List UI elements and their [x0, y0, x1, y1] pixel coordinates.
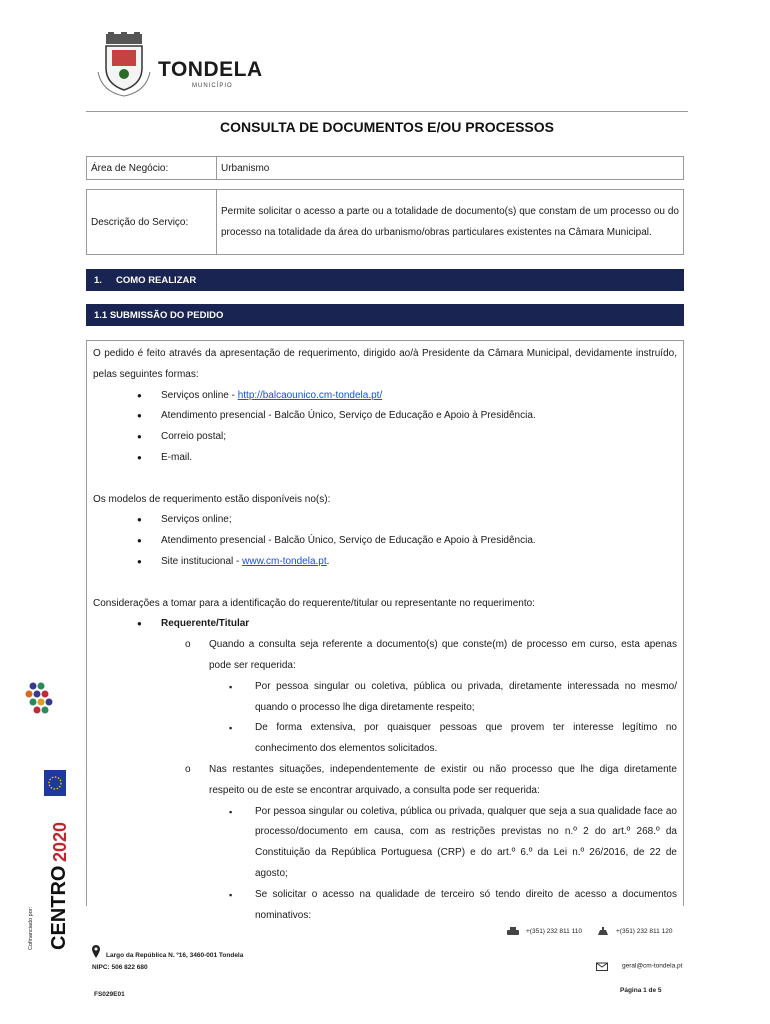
list-item: ● Atendimento presencial - Balcão Único, Serviço de Educação e Apoio à Presidência. [93, 406, 677, 427]
list-item: ● E-mail. [93, 448, 677, 469]
fax-icon [596, 927, 610, 936]
list-item: ● Atendimento presencial - Balcão Único, Serviço de Educação e Apoio à Presidência. [93, 531, 677, 552]
centro-year: 2020 [50, 821, 70, 862]
considerations-paragraph: Considerações a tomar para a identificação do requerente/titular ou representante no requerimento: [93, 597, 535, 609]
list-item: ● Serviços online; [93, 510, 677, 531]
phone-primary-text: +(351) 232 811 110 [526, 928, 582, 936]
centro-label: CENTRO [48, 865, 70, 950]
business-area-row [86, 156, 684, 180]
business-area-value: Urbanismo [221, 162, 270, 174]
eu-flag-icon [44, 770, 66, 796]
nested-list-item: ▪ Por pessoa singular ou coletiva, pública ou privada, qualquer que seja a sua qualidade face ao processo/documento em causa, com as restrições previstas no n.º 2 do art.º 268.º da Constituição da República Portuguesa (CRP) e do art.º 6.º da Lei n.º 26/2016, de 22 de agosto; [93, 802, 677, 885]
business-area-label: Área de Negócio: [87, 157, 217, 179]
form-code: FS029E01 [94, 991, 125, 998]
site-link[interactable]: www.cm-tondela.pt [242, 555, 327, 567]
email-text: geral@cm-tondela.pt [622, 962, 683, 970]
service-description-label: Descrição do Serviço: [87, 190, 217, 254]
balcao-unico-link[interactable]: http://balcaounico.cm-tondela.pt/ [237, 389, 383, 401]
phone-primary [506, 927, 582, 936]
municipality-logo [92, 32, 272, 102]
email-icon [596, 961, 608, 971]
address [92, 952, 243, 959]
logo-title: TONDELA [158, 58, 263, 81]
subsection-title: 1.1 SUBMISSÃO DO PEDIDO [94, 309, 224, 321]
cofinancing-logos [22, 660, 74, 960]
logo-subtitle: MUNICÍPIO [192, 83, 233, 89]
phone-fax-text: +(351) 232 811 120 [616, 928, 673, 936]
list-item-text: . [326, 555, 330, 567]
list-item: ● Correio postal; [93, 427, 677, 448]
list-item [93, 552, 677, 573]
models-paragraph: Os modelos de requerimento estão disponíveis no(s): [93, 493, 331, 505]
list-item-text: Site institucional - [161, 555, 243, 567]
coat-of-arms-icon [92, 32, 156, 98]
section-how-to [86, 269, 684, 291]
service-description-value: Permite solicitar o acesso a parte ou a totalidade de documento(s) que constam de um processo ou do processo na totalidade da área do urbanismo/obras particulares existentes na Câmara Municipal. [221, 205, 679, 238]
page-number: Página 1 de 5 [620, 987, 662, 994]
nipc: NIPC: 506 822 680 [92, 964, 148, 971]
section-number: 1. [94, 274, 102, 286]
submission-content [86, 340, 684, 921]
page-footer [86, 918, 684, 1008]
section-title: COMO REALIZAR [116, 274, 197, 286]
sublist-item: o Nas restantes situações, independentemente de existir ou não processo que lhe diga diretamente respeito ou de este se encontrar arquivado, a consulta pode ser requerida: [93, 760, 677, 802]
document-title: CONSULTA DE DOCUMENTOS E/OU PROCESSOS [220, 119, 554, 135]
regional-logo-icon [24, 680, 54, 720]
phone-icon [506, 927, 520, 936]
sublist-item: o Quando a consulta seja referente a documento(s) que conste(m) de processo em curso, esta apenas pode ser requerida: [93, 635, 677, 677]
list-item [93, 386, 677, 407]
nested-list-item: ▪ De forma extensiva, por quaisquer pessoas que provem ter interesse legítimo no conhecimento dos elementos solicitados. [93, 718, 677, 760]
intro-paragraph: O pedido é feito através da apresentação de requerimento, dirigido ao/à Presidente da Câmara Municipal, devidamente instruído, pelas seguintes formas: [93, 348, 677, 380]
nested-list-item: ▪ Se solicitar o acesso na qualidade de terceiro só tendo direito de acesso a documentos nominativos: [93, 885, 677, 927]
email [596, 961, 682, 971]
cofinanced-label: Cofinanciado por: [28, 906, 34, 950]
service-description-row [86, 189, 684, 255]
section-submission [86, 304, 684, 326]
list-item-text: Serviços online - [161, 389, 238, 401]
nested-list-item: ▪ Por pessoa singular ou coletiva, pública ou privada, diretamente interessada no mesmo/ quando o processo lhe diga diretamente respeito; [93, 677, 677, 719]
phone-fax [596, 927, 672, 936]
location-pin-icon [92, 945, 100, 958]
address-text: Largo da República N. º16, 3460-001 Tondela [106, 952, 244, 959]
header-divider [86, 111, 688, 112]
requerente-heading: ● Requerente/Titular [93, 614, 677, 635]
